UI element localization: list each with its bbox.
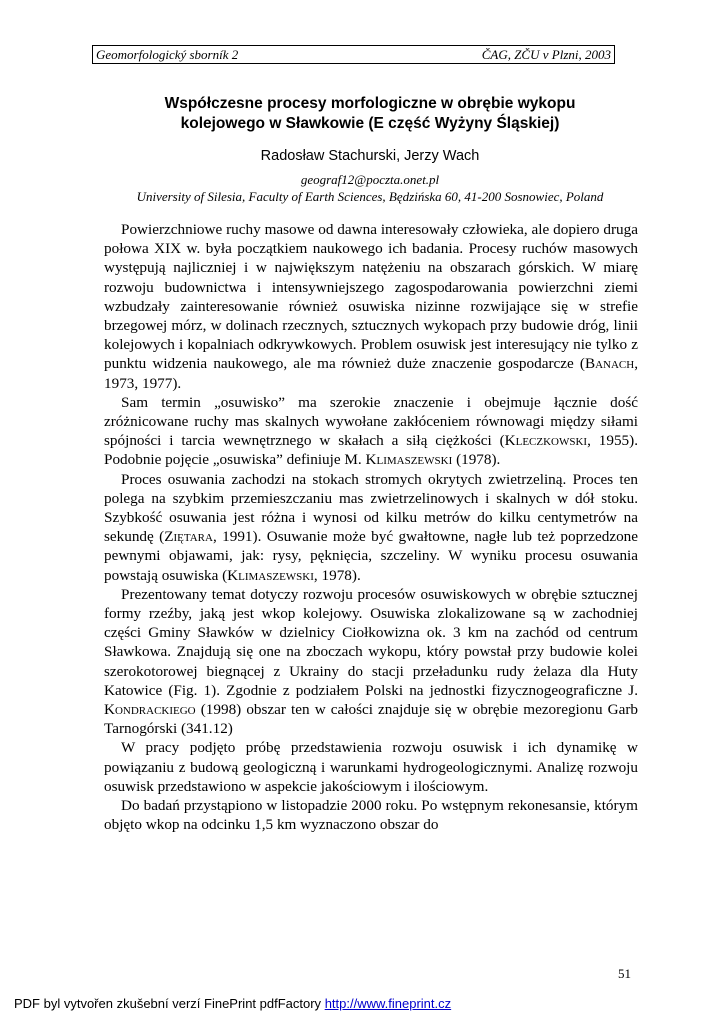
- title-line-2: kolejowego w Sławkowie (E część Wyżyny Śląskiej): [180, 115, 560, 132]
- authors: Radosław Stachurski, Jerzy Wach: [260, 148, 480, 164]
- fineprint-link[interactable]: http://www.fineprint.cz: [324, 996, 452, 1011]
- pdf-footer: [14, 996, 451, 1011]
- publisher-info: ČAG, ZČU v Plzni, 2003: [481, 47, 611, 62]
- paragraph-4: Prezentowany temat dotyczy rozwoju procesów osuwiskowych w obrębie sztucznej formy rzeźby, jaką jest wkop kolejowy. Osuwiska zlokalizowane są w zachodniej części Gminy Sławków w dzielnicy Ciołkowizna ok. 3 km na zachód od centrum Sławkowa. Znajdują się one na zboczach wykopu, który powstał przy budowie kolei szerokotorowej biegnącej z Ukrainy do stacji przeładunku rudy żelaza dla Huty Katowice (Fig. 1). Zgodnie z podziałem Polski na jednostki fizycznogeograficzne J. Kondrackiego (1998) obszar ten w całości znajduje się w obrębie mezoregionu Garb Tarnogórski (341.12): [104, 585, 638, 738]
- page-number: 51: [618, 966, 631, 981]
- paragraph-1: Powierzchniowe ruchy masowe od dawna interesowały człowieka, ale dopiero druga połowa XIX w. była początkiem naukowego ich badania. Procesy ruchów masowych występują najliczniej i w największym natężeniu na obszarach górskich. W miarę rozwoju budownictwa i intensywniejszego zagospodarowania powierzchni ziemi wzbudzały zainteresowanie również osuwiska nizinne rozwijające się w strefie brzegowej mórz, w dolinach rzecznych, sztucznych wykopach przy budowie dróg, linii kolejowych i kopalniach odkrywkowych. Problem osuwisk jest interesujący nie tylko z punktu widzenia naukowego, ale ma również duże znaczenie gospodarcze (Banach, 1973, 1977).: [104, 221, 638, 392]
- paragraph-5: W pracy podjęto próbę przedstawienia rozwoju osuwisk i ich dynamikę w powiązaniu z budową geologiczną i warunkami hydrogeologicznymi. Analizę rozwoju osuwisk przedstawiono w aspekcie jakościowym i ilościowym.: [104, 739, 638, 795]
- citation: Klimaszewski: [227, 566, 314, 584]
- paragraph-6: Do badań przystąpiono w listopadzie 2000 roku. Po wstępnym rekonesansie, którym objęto wkop na odcinku 1,5 km wyznaczono obszar do: [104, 797, 638, 834]
- citation: Klimaszewski: [365, 451, 453, 469]
- author-affiliation: University of Silesia, Faculty of Earth Sciences, Będzińska 60, 41-200 Sosnowiec, Poland: [136, 189, 604, 204]
- citation: Banach: [584, 355, 635, 373]
- journal-name: Geomorfologický sborník 2: [96, 47, 239, 62]
- body-text: [104, 220, 638, 835]
- running-header: [92, 45, 615, 64]
- author-email: geograf12@poczta.onet.pl: [300, 172, 440, 187]
- paragraph-3: Proces osuwania zachodzi na stokach stromych okrytych zwietrzeliną. Proces ten polega na szybkim przemieszczaniu mas zwietrzelinowych i skalnych w dół stoku. Szybkość osuwania jest różna i wynosi od kilku metrów do kilku centymetrów na sekundę (Ziętara, 1991). Osuwanie może być gwałtowne, nagłe lub też poprzedzone pewnymi objawami, jak: rysy, pęknięcia, szczeliny. W wyniku procesu osuwania powstają osuwiska (Klimaszewski, 1978).: [104, 470, 638, 584]
- citation: Kleczkowski: [504, 432, 588, 450]
- title-line-1: Współczesne procesy morfologiczne w obrębie wykopu: [164, 95, 576, 112]
- paragraph-2: Sam termin „osuwisko” ma szerokie znaczenie i obejmuje łącznie dość zróżnicowane ruchy mas skalnych wywołane zakłóceniem równowagi między siłami spójności i tarcia wewnętrznego w skałach a siłą ciężkości (Kleczkowski, 1955). Podobnie pojęcie „osuwiska” definiuje M. Klimaszewski (1978).: [104, 393, 639, 469]
- citation: Kondrackiego: [104, 701, 196, 719]
- footer-text: PDF byl vytvořen zkušební verzí FinePrint pdfFactory: [14, 996, 322, 1011]
- paper-title: [80, 94, 660, 134]
- citation: Ziętara: [164, 528, 213, 546]
